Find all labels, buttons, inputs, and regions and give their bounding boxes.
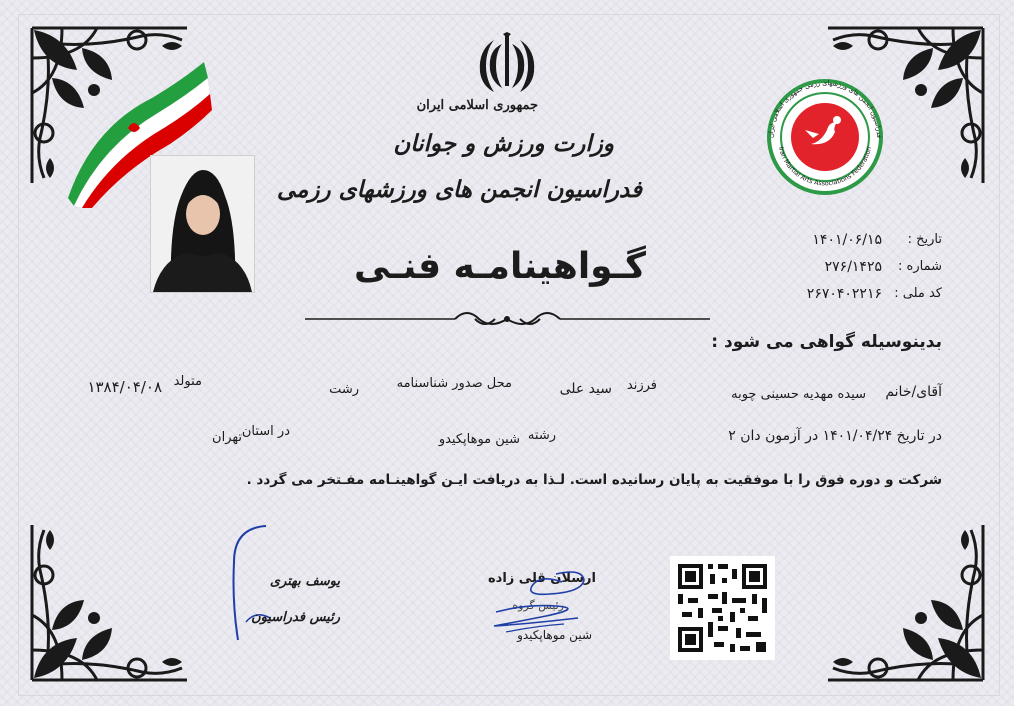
full-name: سیده مهدیه حسینی چوبه <box>731 387 866 402</box>
date-value: ۱۴۰۱/۰۶/۱۵ <box>812 232 882 248</box>
province: تهران <box>212 430 242 445</box>
birth-date: ۱۳۸۴/۰۴/۰۸ <box>87 378 162 396</box>
center-signature-icon <box>486 566 596 640</box>
exam-line: در تاریخ ۱۴۰۱/۰۴/۲۴ در آزمون دان ۲ <box>728 428 942 444</box>
number-label: شماره : <box>898 259 942 274</box>
salutation-label: آقای/خانم <box>885 384 942 400</box>
issue-place-label: محل صدور شناسنامه <box>396 376 512 391</box>
child-of-label: فرزند <box>626 378 657 393</box>
intro-text: بدینوسیله گواهی می شود : <box>711 332 942 352</box>
national-id-label: کد ملی : <box>894 286 942 301</box>
logo-english-text: Iran Martial Arts Associations Federation <box>776 145 874 188</box>
federation-logo-icon <box>759 78 891 196</box>
date-label: تاریخ : <box>907 232 942 247</box>
corner-ornament-bottom-right <box>818 515 993 690</box>
left-signatory-role: رئیس فدراسیون <box>251 610 340 625</box>
center-signatory-discipline: شین موهاپکیدو <box>517 628 592 642</box>
discipline-label: رشته <box>527 428 556 443</box>
center-signatory-name: ارسلان قلی زاده <box>488 571 596 586</box>
closing-text: شرکت و دوره فوق را با موفقیت به پایان رسانیده است. لـذا به دریافت ایـن گواهینـامه مفـتخر می گردد . <box>246 472 942 488</box>
father-name: سید علی <box>559 381 612 397</box>
corner-ornament-bottom-left <box>22 515 197 690</box>
ministry-title: وزارت ورزش و جوانان <box>393 130 614 157</box>
federation-title: فدراسیون انجمن های ورزشهای رزمی <box>276 176 642 203</box>
iran-emblem-icon <box>474 32 540 94</box>
left-signatory-name: یوسف بهتری <box>269 574 340 589</box>
issue-place: رشت <box>329 382 359 397</box>
center-signatory-role: رئیس گروه <box>512 599 564 612</box>
born-label: متولد <box>173 374 202 389</box>
logo-arc-text: فدراسیون انجمن های ورزشهای رزمی جمهوری اسلامی ایران <box>766 78 884 139</box>
discipline: شین موهاپکیدو <box>438 432 520 447</box>
holder-photo <box>150 155 255 293</box>
national-id-value: ۲۶۷۰۴۰۲۲۱۶ <box>806 286 882 302</box>
certificate-title: گـواهینامـه فنـی <box>354 246 646 287</box>
province-label: در استان <box>241 424 290 439</box>
number-value: ۲۷۶/۱۴۲۵ <box>824 259 882 275</box>
qr-code-icon <box>670 556 775 660</box>
republic-title: جمهوری اسلامی ایران <box>416 98 538 113</box>
divider-ornament-icon <box>305 308 710 330</box>
